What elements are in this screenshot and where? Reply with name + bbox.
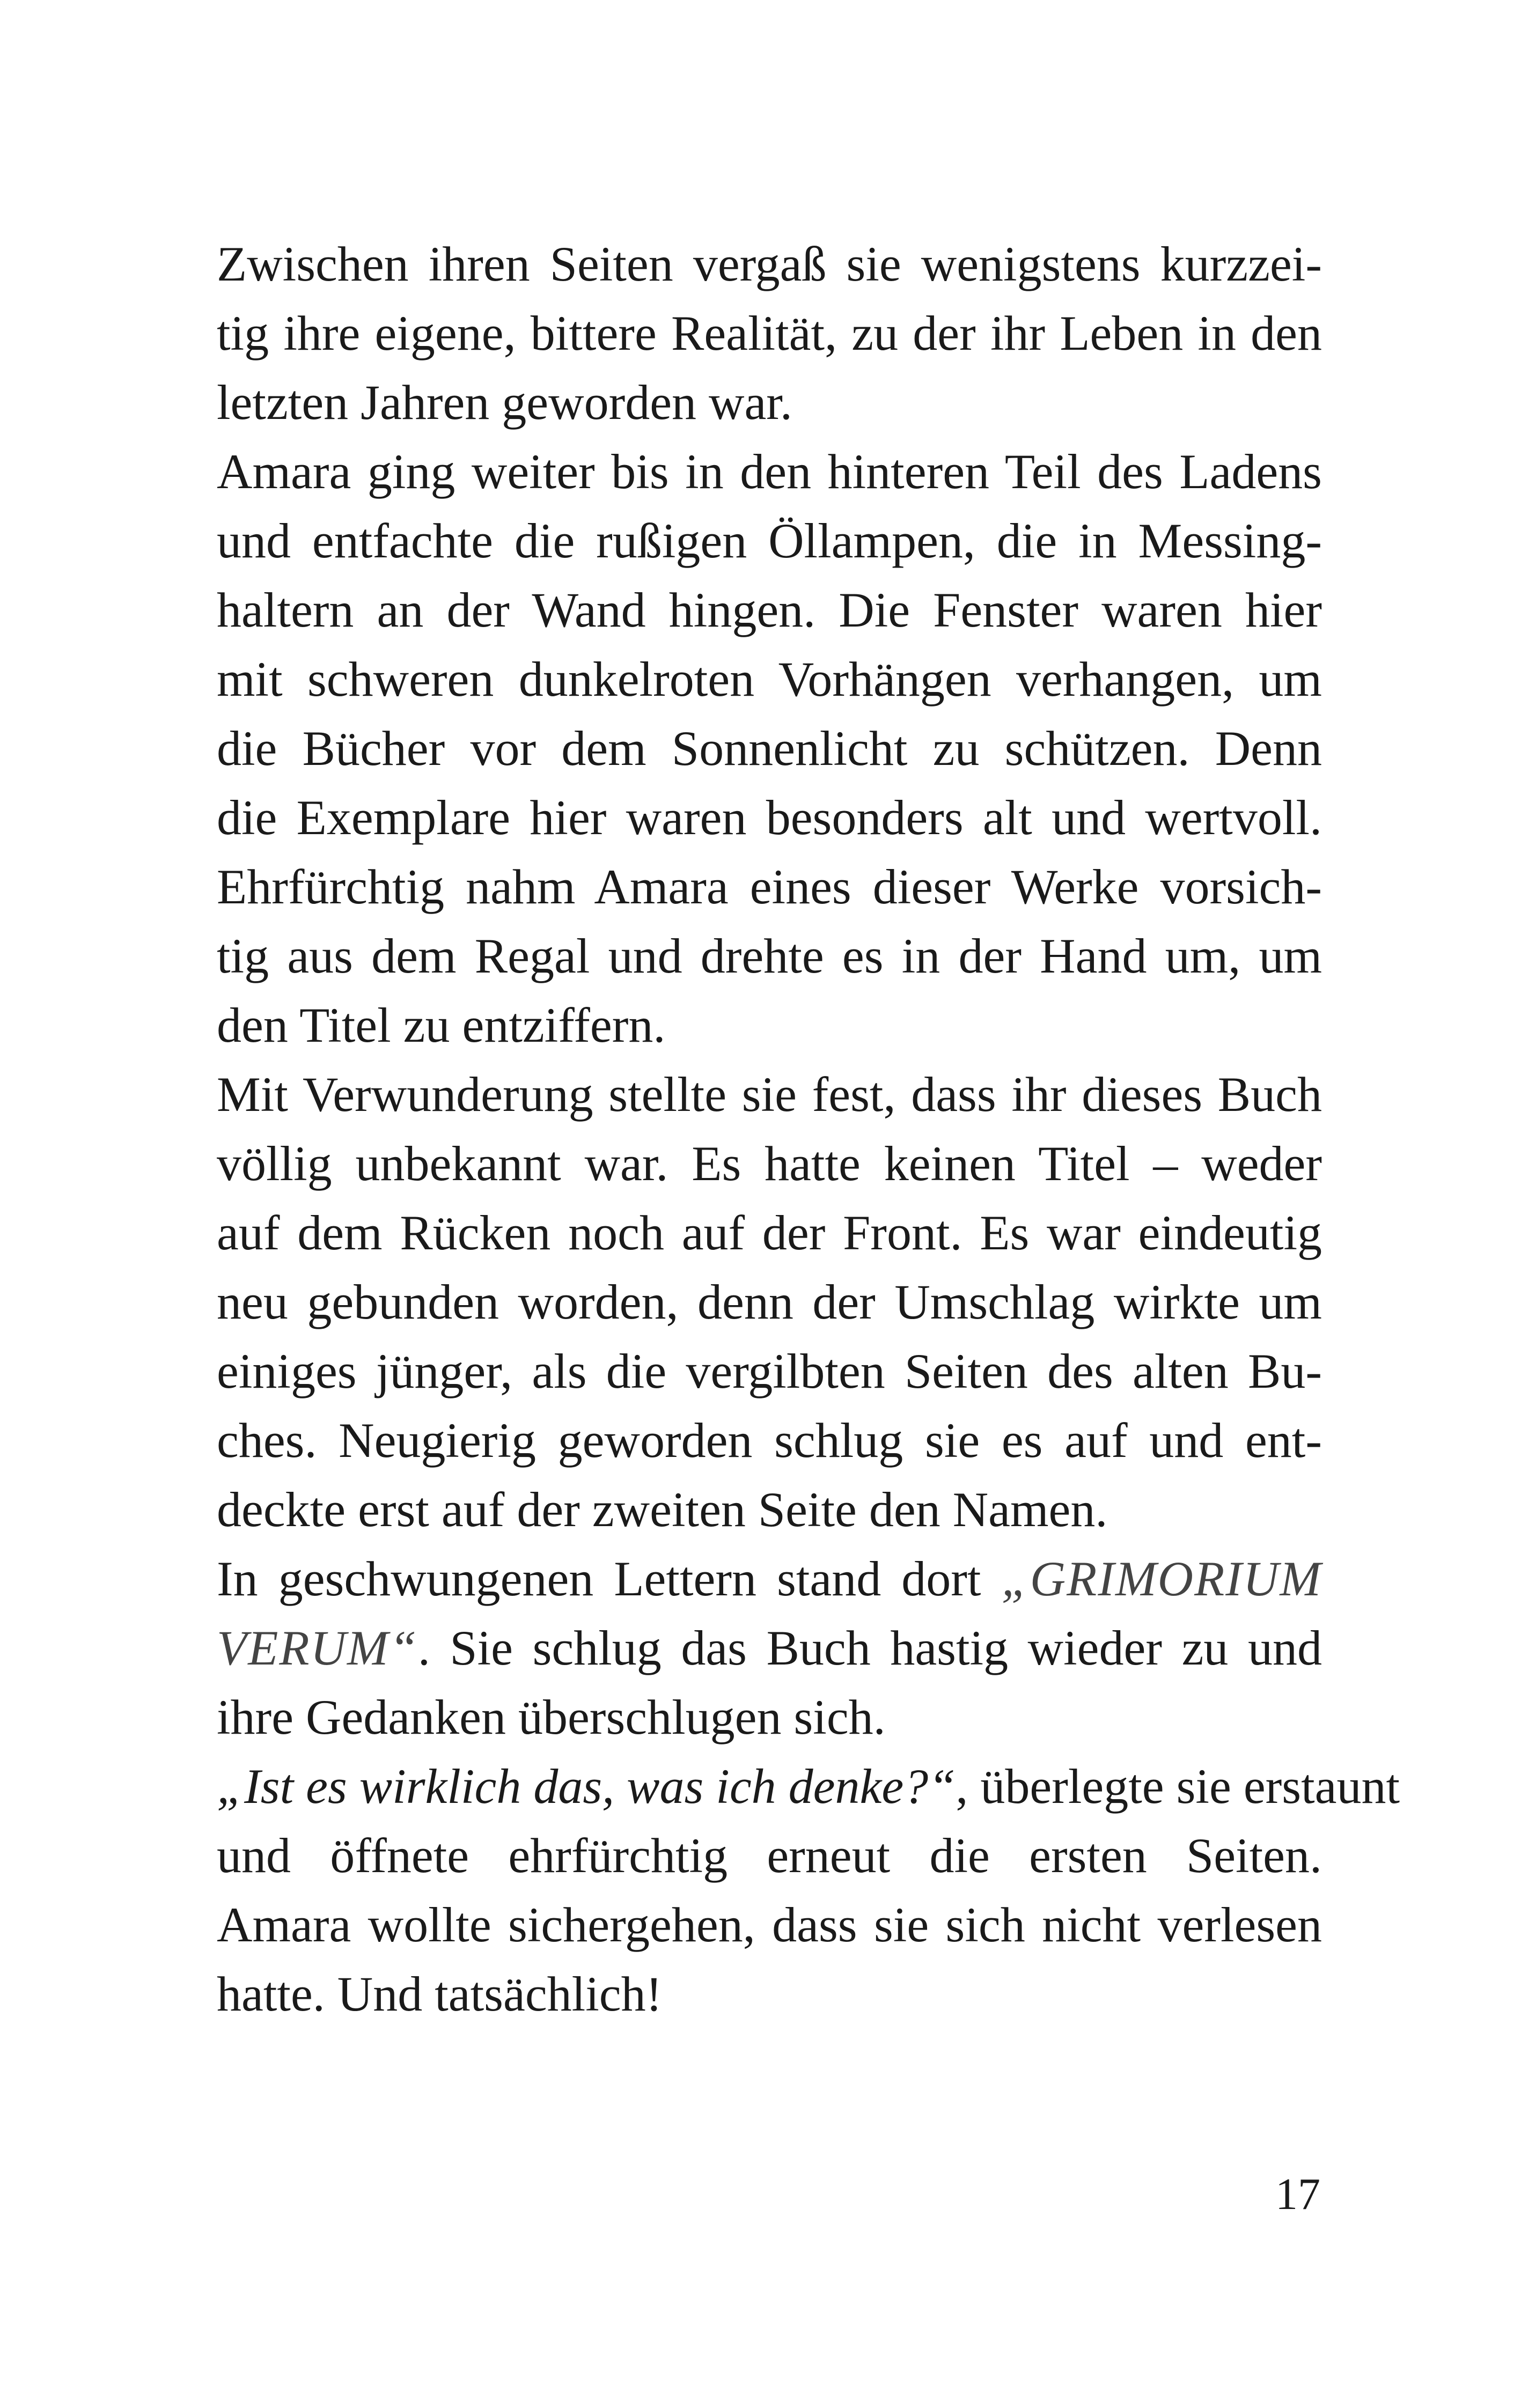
paragraph-2 [217, 437, 1322, 1060]
book-title-part2: VERUM“ [217, 1621, 418, 1675]
text-line: hatte. Und tatsächlich! [217, 1967, 663, 2021]
text-line: und entfachte die rußigen Öllampen, die in Messing- [217, 513, 1322, 568]
page-number: 17 [1275, 2169, 1320, 2219]
text-line: die Bücher vor dem Sonnenlicht zu schützen. Denn [217, 721, 1322, 776]
paragraph-4 [217, 1544, 1322, 1752]
paragraph-1 [217, 230, 1322, 437]
text-line: haltern an der Wand hingen. Die Fenster waren hier [217, 583, 1322, 637]
paragraph-3 [217, 1060, 1322, 1544]
text-line [217, 1614, 1322, 1683]
text-line: Ehrfürchtig nahm Amara eines dieser Werke vorsich- [217, 859, 1322, 914]
text-line: einiges jünger, als die vergilbten Seiten des alten Bu- [217, 1344, 1322, 1398]
text-segment: . Sie schlug das Buch hastig wieder zu und [417, 1621, 1322, 1675]
book-title-part1: „GRIMORIUM [1001, 1551, 1322, 1606]
text-line: neu gebunden worden, denn der Umschlag wirkte um [217, 1275, 1322, 1329]
text-line: letzten Jahren geworden war. [217, 375, 792, 430]
text-line: tig aus dem Regal und drehte es in der Hand um, um [217, 929, 1322, 983]
text-line: Amara wollte sichergehen, dass sie sich nicht verlesen [217, 1897, 1322, 1952]
text-line: mit schweren dunkelroten Vorhängen verhangen, um [217, 652, 1322, 706]
text-line: ches. Neugierig geworden schlug sie es auf und ent- [217, 1413, 1322, 1468]
body-text [217, 230, 1400, 2029]
italic-quote: „Ist es wirklich das, was ich denke?“ [217, 1759, 956, 1814]
text-line [217, 1544, 1322, 1614]
text-line: die Exemplare hier waren besonders alt und wertvoll. [217, 790, 1322, 845]
text-line: deckte erst auf der zweiten Seite den Namen. [217, 1482, 1108, 1537]
paragraph-5 [217, 1752, 1400, 2029]
text-line: Mit Verwunderung stellte sie fest, dass ihr dieses Buch [217, 1067, 1322, 1122]
text-line: Zwischen ihren Seiten vergaß sie wenigstens kurzzei- [217, 237, 1322, 291]
text-line [217, 1752, 1400, 1821]
text-line: völlig unbekannt war. Es hatte keinen Titel – weder [217, 1136, 1322, 1191]
text-segment: In geschwungenen Lettern stand dort [217, 1551, 1002, 1606]
text-line: den Titel zu entziffern. [217, 998, 666, 1052]
text-segment: , überlegte sie erstaunt [956, 1759, 1400, 1814]
text-line: tig ihre eigene, bittere Realität, zu der ihr Leben in den [217, 306, 1322, 360]
text-line: ihre Gedanken überschlugen sich. [217, 1690, 886, 1744]
text-line: Amara ging weiter bis in den hinteren Teil des Ladens [217, 444, 1322, 499]
text-line: auf dem Rücken noch auf der Front. Es war eindeutig [217, 1205, 1322, 1260]
text-line: und öffnete ehrfürchtig erneut die ersten Seiten. [217, 1828, 1322, 1883]
